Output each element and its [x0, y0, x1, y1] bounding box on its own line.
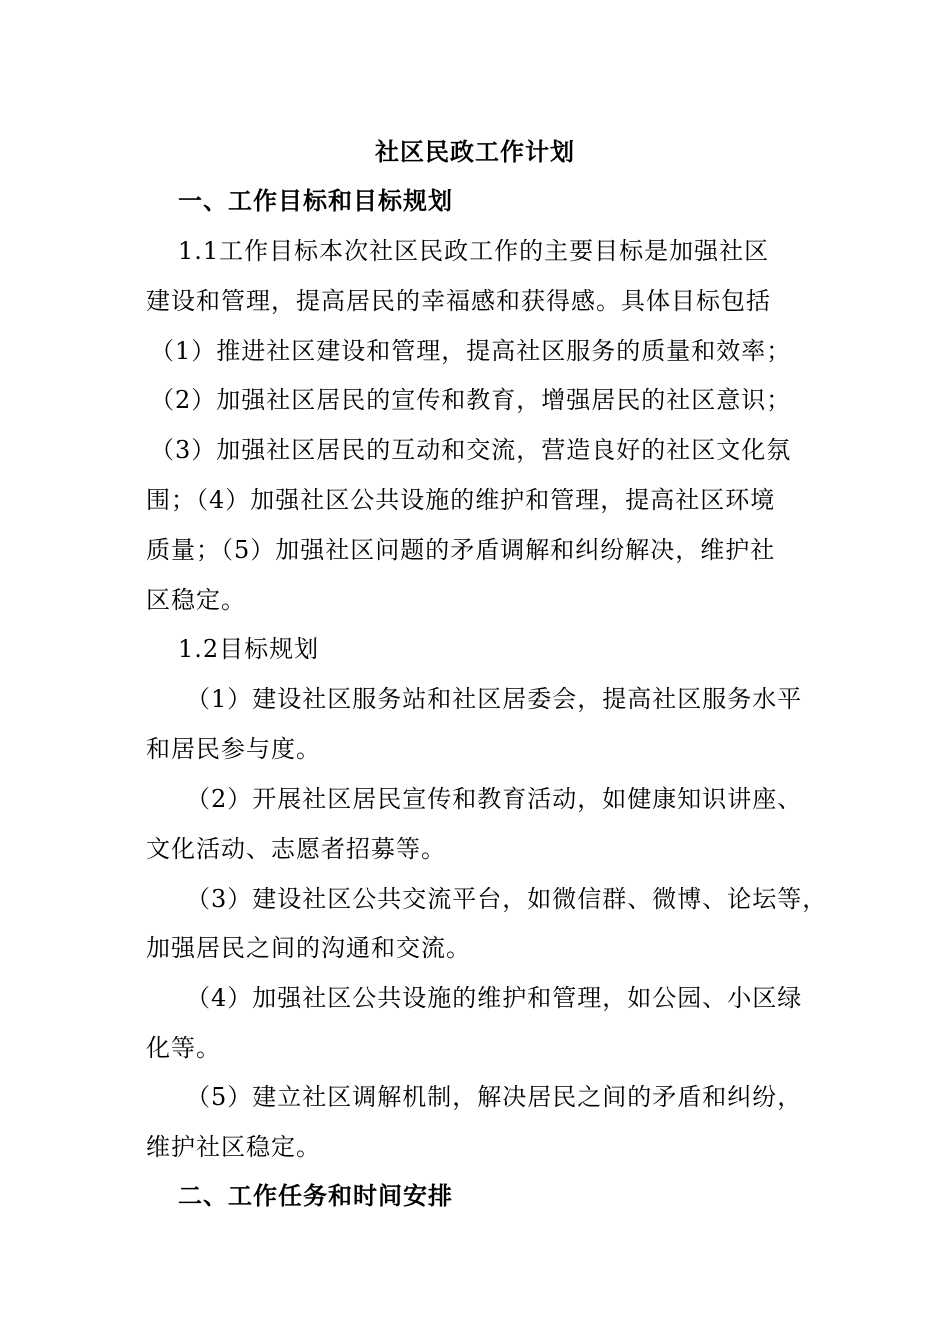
section-heading-2: 二、工作任务和时间安排 — [178, 1181, 453, 1210]
paragraph-line: （3）加强社区居民的互动和交流，营造良好的社区文化氛 — [150, 436, 792, 464]
paragraph-line: （1）推进社区建设和管理，提高社区服务的质量和效率； — [150, 337, 792, 365]
section-heading-1: 一、工作目标和目标规划 — [178, 186, 453, 215]
paragraph-line: （3）建设社区公共交流平台，如微信群、微博、论坛等， — [186, 885, 828, 913]
paragraph-line: 围；（4）加强社区公共设施的维护和管理，提高社区环境 — [146, 486, 776, 514]
paragraph-line: 文化活动、志愿者招募等。 — [146, 835, 446, 863]
paragraph-line: （2）加强社区居民的宣传和教育，增强居民的社区意识； — [150, 386, 792, 414]
paragraph-line: 加强居民之间的沟通和交流。 — [146, 934, 471, 962]
paragraph-line: 区稳定。 — [146, 586, 246, 614]
paragraph-line: （2）开展社区居民宣传和教育活动，如健康知识讲座、 — [186, 785, 803, 813]
page-title: 社区民政工作计划 — [375, 137, 575, 166]
subsection-heading: 1.2目标规划 — [178, 635, 320, 663]
paragraph-line: （1）建设社区服务站和社区居委会，提高社区服务水平 — [186, 685, 803, 713]
paragraph-line: 维护社区稳定。 — [146, 1133, 321, 1161]
paragraph-line: （5）建立社区调解机制，解决居民之间的矛盾和纠纷， — [186, 1083, 803, 1111]
paragraph-line: 化等。 — [146, 1034, 221, 1062]
paragraph-line: 建设和管理，提高居民的幸福感和获得感。具体目标包括 — [146, 287, 771, 315]
paragraph-line: 1.1工作目标本次社区民政工作的主要目标是加强社区 — [178, 237, 770, 265]
paragraph-line: 和居民参与度。 — [146, 735, 321, 763]
paragraph-line: （4）加强社区公共设施的维护和管理，如公园、小区绿 — [186, 984, 803, 1012]
paragraph-line: 质量；（5）加强社区问题的矛盾调解和纠纷解决，维护社 — [146, 536, 776, 564]
